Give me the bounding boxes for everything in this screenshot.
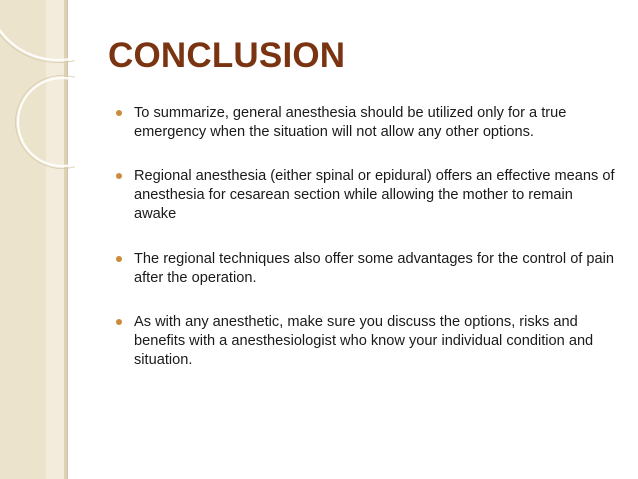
bullet-text: To summarize, general anesthesia should be utilized only for a true emergency when the situation will not allow any other options. xyxy=(134,105,567,140)
bullet-dot-icon xyxy=(116,319,122,325)
bullet-dot-icon xyxy=(116,256,122,262)
bullet-dot-icon xyxy=(116,173,122,179)
bullet-text: As with any anesthetic, make sure you discuss the options, risks and benefits with a anesthesiologist who know your individual condition and situation. xyxy=(134,314,594,368)
bullet-item xyxy=(117,313,617,370)
bullet-text: Regional anesthesia (either spinal or epidural) offers an effective means of anesthesia for cesarean section while allowing the mother to remain awake xyxy=(134,168,615,222)
bullet-item xyxy=(117,167,617,224)
bullet-item xyxy=(117,250,617,288)
bullet-dot-icon xyxy=(116,110,122,116)
slide-title: CONCLUSION xyxy=(108,36,346,75)
decorative-sidebar xyxy=(0,0,75,479)
bullet-item xyxy=(117,104,617,142)
bullet-list xyxy=(117,104,617,370)
bullet-text: The regional techniques also offer some advantages for the control of pain after the operation. xyxy=(134,251,615,286)
